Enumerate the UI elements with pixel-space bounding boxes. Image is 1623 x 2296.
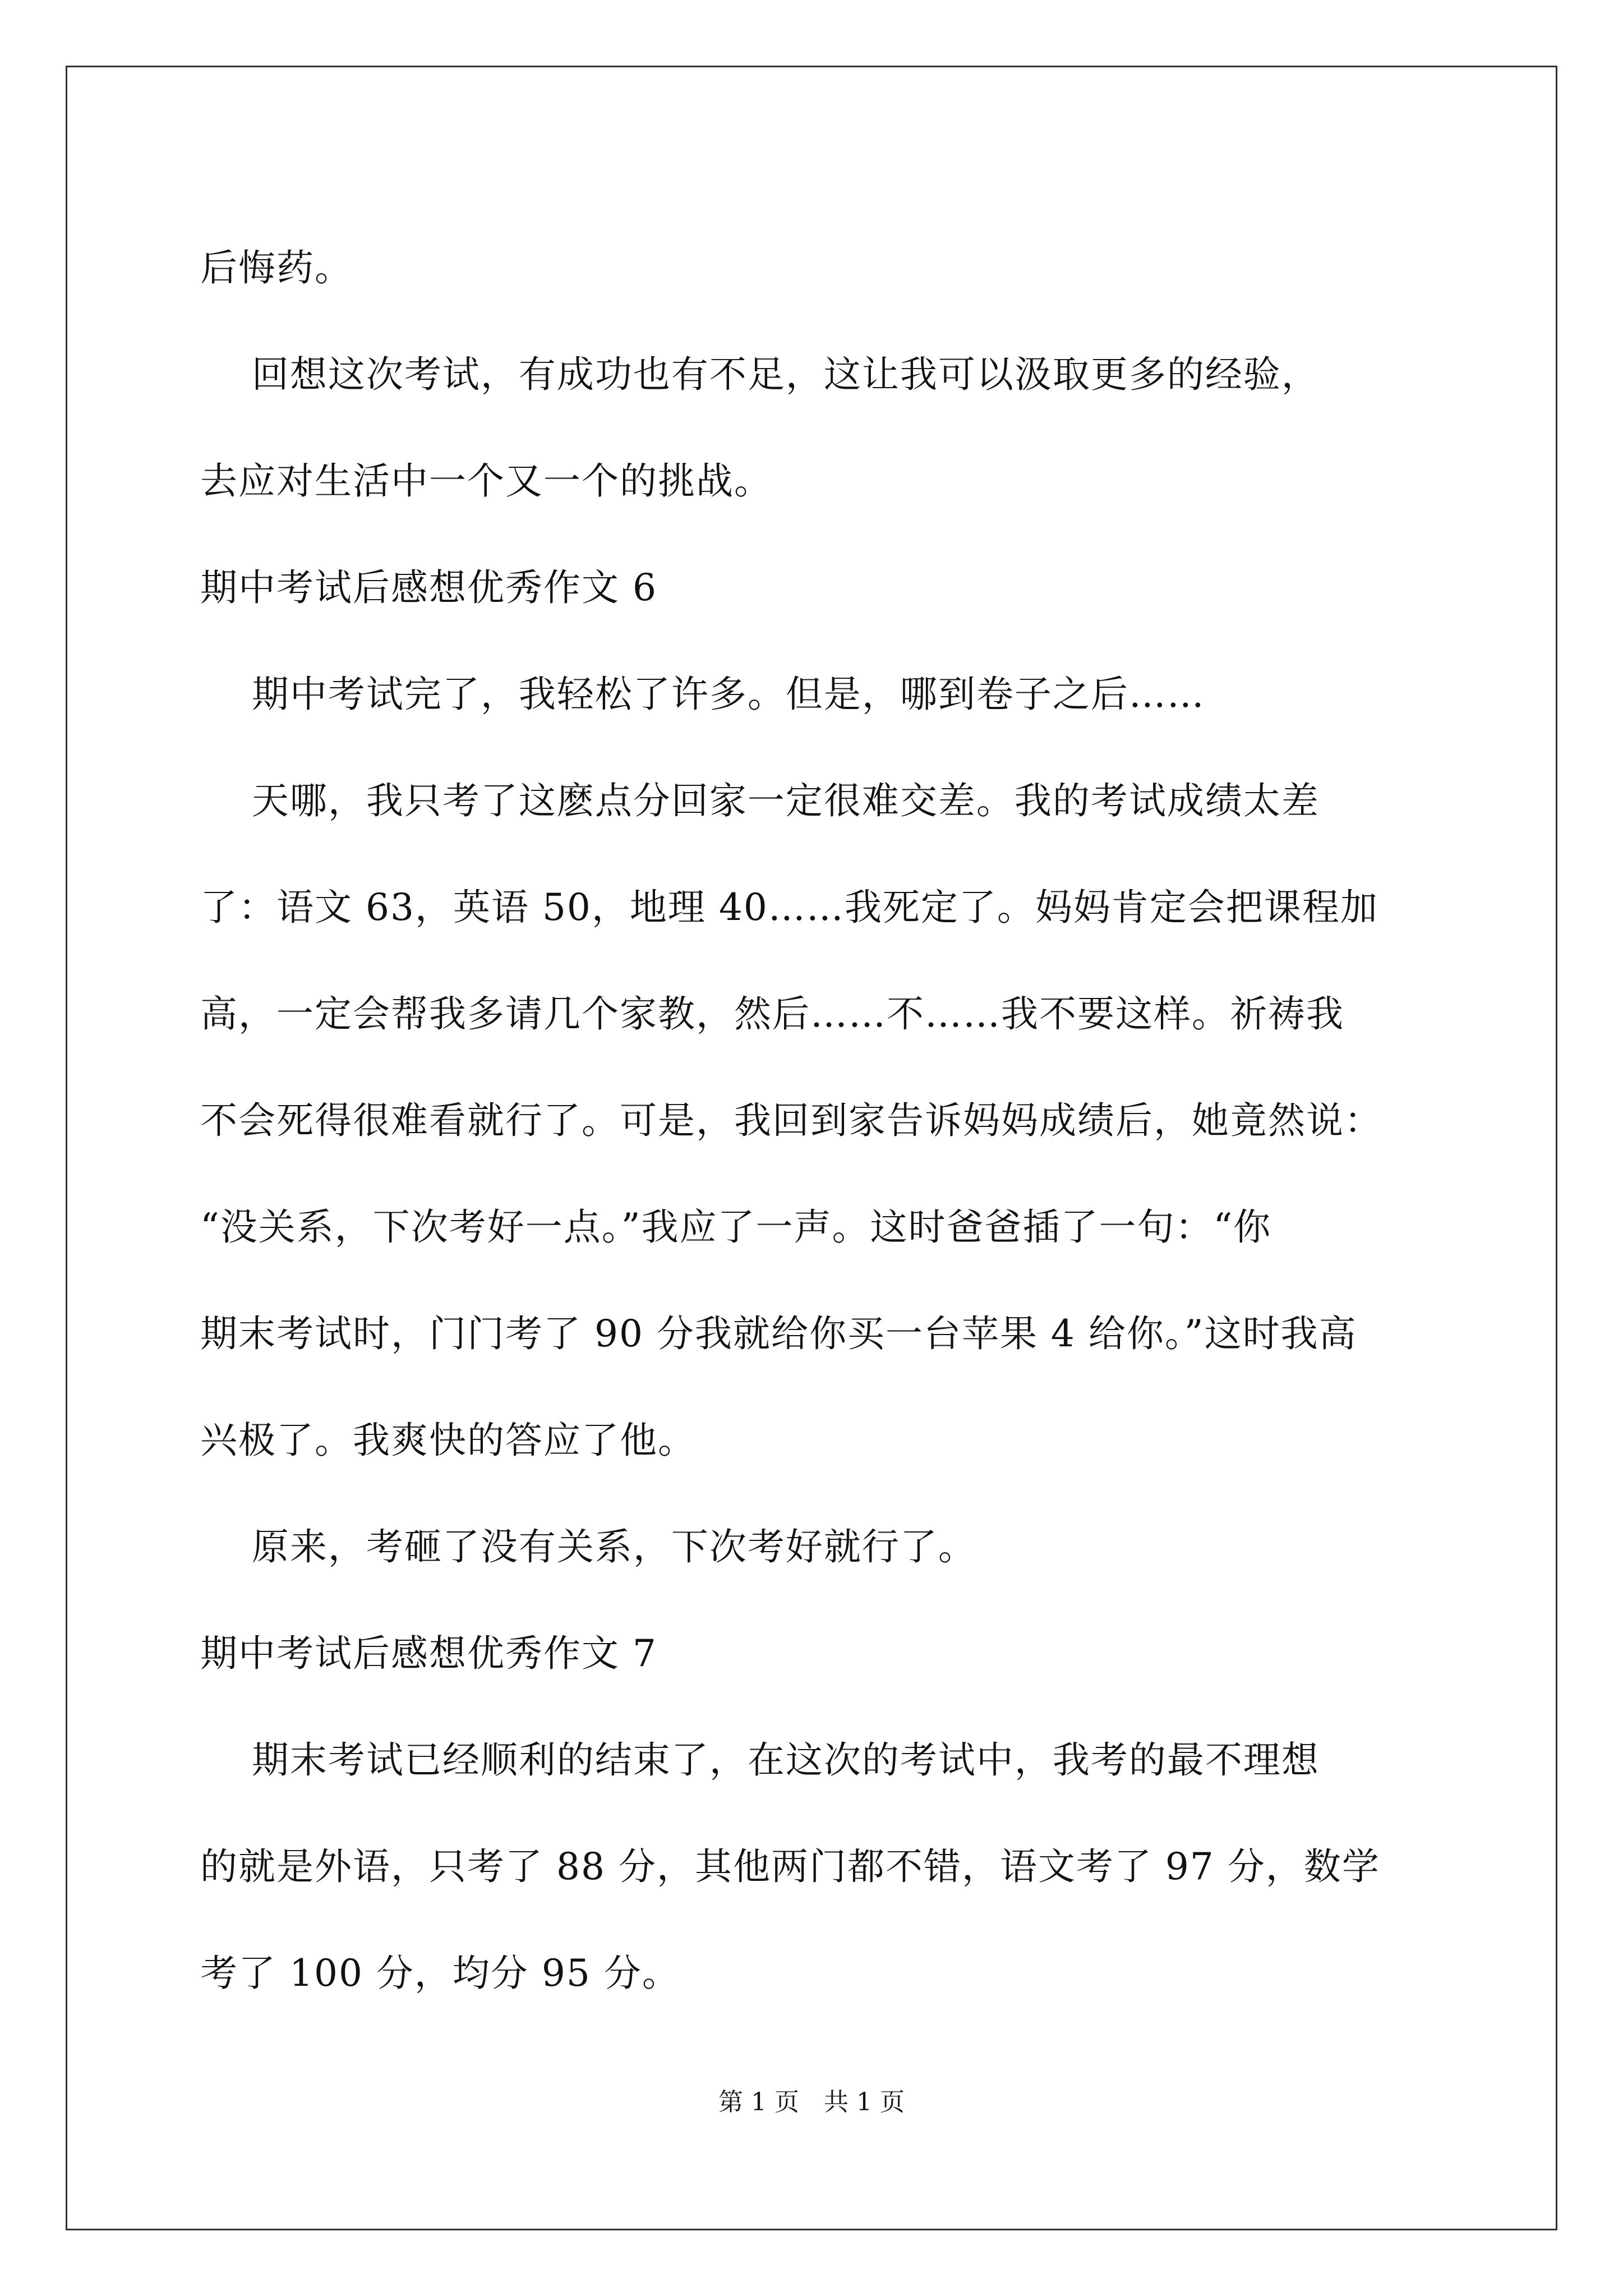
text-line-10: “没关系，下次考好一点。”我应了一声。这时爸爸插了一句：“你 — [200, 1205, 1272, 1249]
text-line-13: 原来，考砸了没有关系，下次考好就行了。 — [200, 1525, 976, 1568]
text-line-6: 天哪，我只考了这麽点分回家一定很难交差。我的考试成绩太差 — [200, 779, 1320, 822]
text-line-12: 兴极了。我爽快的答应了他。 — [200, 1419, 696, 1462]
text-line-15: 期末考试已经顺利的结束了，在这次的考试中，我考的最不理想 — [200, 1738, 1320, 1782]
text-line-17: 考了 100 分，均分 95 分。 — [200, 1952, 680, 1995]
text-line-2: 回想这次考试，有成功也有不足，这让我可以汲取更多的经验， — [200, 353, 1320, 396]
page-footer: 第 1 页 共 1 页 — [718, 2088, 905, 2116]
text-line-11: 期末考试时，门门考了 90 分我就给你买一台苹果 4 给你。”这时我高 — [200, 1312, 1357, 1355]
text-line-7: 了：语文 63，英语 50，地理 40……我死定了。妈妈肯定会把课程加 — [200, 886, 1378, 929]
section-heading-7: 期中考试后感想优秀作文 7 — [200, 1632, 657, 1675]
text-line-9: 不会死得很难看就行了。可是，我回到家告诉妈妈成绩后，她竟然说： — [200, 1099, 1382, 1142]
text-line-1: 后悔药。 — [200, 246, 353, 289]
text-line-5: 期中考试完了，我轻松了许多。但是，哪到卷子之后…… — [200, 673, 1205, 716]
text-line-8: 高，一定会帮我多请几个家教，然后……不……我不要这样。祈祷我 — [200, 992, 1344, 1036]
text-line-16: 的就是外语，只考了 88 分，其他两门都不错，语文考了 97 分，数学 — [200, 1845, 1380, 1888]
section-heading-6: 期中考试后感想优秀作文 6 — [200, 566, 657, 609]
text-line-3: 去应对生活中一个又一个的挑战。 — [200, 459, 772, 503]
